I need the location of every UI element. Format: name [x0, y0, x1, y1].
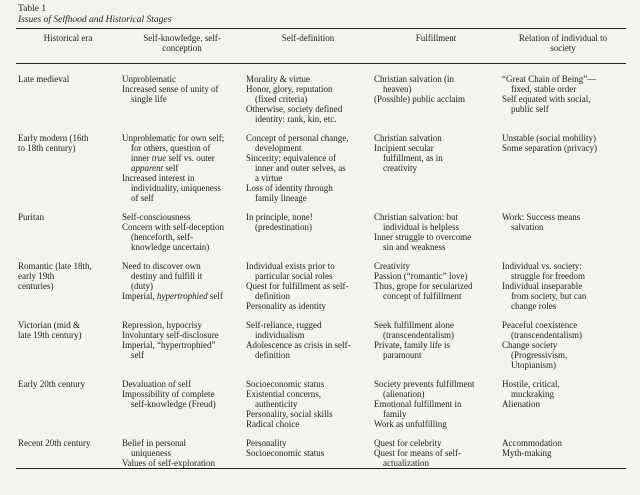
cell-line: Morality & virtue — [246, 74, 310, 84]
cell-line: Need to discover own — [122, 261, 201, 271]
cell-line: family — [383, 409, 407, 419]
cell-line: Unproblematic — [122, 74, 176, 84]
cell-line: Creativity — [374, 261, 410, 271]
cell-fulfillment — [372, 65, 500, 124]
cell-line: Myth-making — [502, 448, 552, 458]
cell-line: destiny and fulfill it — [131, 271, 203, 281]
header-line: Relation of individual to — [518, 33, 608, 43]
table-row — [16, 252, 626, 311]
cell-line: apparent self — [131, 163, 179, 173]
cell-era — [16, 252, 120, 311]
table-number: Table 1 — [18, 4, 47, 14]
cell-relation — [500, 429, 626, 468]
cell-line: Individual inseparable — [502, 281, 583, 291]
cell-self-definition — [244, 203, 372, 252]
cell-line: early 19th — [18, 271, 55, 281]
col-header-relation — [500, 30, 626, 65]
cell-line: Unstable (social mobility) — [502, 133, 596, 143]
table-title: Issues of Selfhood and Historical Stages — [18, 15, 172, 25]
cell-line: Self equated with social, — [502, 94, 591, 104]
cell-line: Impossibility of complete — [122, 389, 215, 399]
cell-era — [16, 65, 120, 124]
cell-line: salvation — [511, 222, 544, 232]
cell-fulfillment — [372, 311, 500, 370]
cell-line: Christian salvation (in — [374, 74, 454, 84]
cell-line: heaven) — [383, 84, 412, 94]
cell-self-definition — [244, 252, 372, 311]
cell-line: late 19th century) — [18, 330, 82, 340]
cell-line: knowledge uncertain) — [131, 242, 210, 252]
cell-relation — [500, 311, 626, 370]
cell-line: (transcendentalism) — [383, 330, 454, 340]
cell-era — [16, 124, 120, 203]
cell-line: individuality, uniqueness — [131, 183, 221, 193]
table-row — [16, 124, 626, 203]
cell-line: Individual vs. society: — [502, 261, 582, 271]
cell-line: to 18th century) — [18, 143, 76, 153]
col-header-self-knowledge — [120, 30, 244, 65]
cell-line: Accommodation — [502, 438, 562, 448]
cell-line: uniqueness — [131, 448, 171, 458]
cell-line: Quest for fulfillment as self- — [246, 281, 349, 291]
cell-line: Unproblematic for own self; — [122, 133, 225, 143]
cell-relation — [500, 203, 626, 252]
cell-line: concept of fulfillment — [383, 291, 462, 301]
cell-line: Increased sense of unity of — [122, 84, 219, 94]
cell-line: Devaluation of self — [122, 379, 191, 389]
cell-relation — [500, 65, 626, 124]
cell-line: (alienation) — [383, 389, 425, 399]
top-rule — [16, 28, 626, 29]
cell-self-knowledge — [120, 370, 244, 429]
cell-line: particular social roles — [255, 271, 333, 281]
cell-line: Late medieval — [18, 74, 70, 84]
cell-line: Otherwise, society defined — [246, 104, 343, 114]
cell-line: (Possible) public acclaim — [374, 94, 465, 104]
cell-line: Quest for means of self- — [374, 448, 461, 458]
cell-line: for others, question of — [131, 143, 211, 153]
cell-line: Early 20th century — [18, 379, 85, 389]
cell-line: actualization — [383, 458, 429, 468]
cell-line: public self — [511, 104, 549, 114]
header-line: Self-knowledge, self- — [143, 33, 221, 43]
cell-line: Some separation (privacy) — [502, 143, 597, 153]
cell-line: Imperial, “hypertrophied” — [122, 340, 216, 350]
cell-line: Quest for celebrity — [374, 438, 442, 448]
selfhood-table — [16, 30, 626, 468]
header-line: Fulfillment — [415, 33, 457, 43]
cell-self-knowledge — [120, 65, 244, 124]
cell-line: Repression, hypocrisy — [122, 320, 202, 330]
cell-line: muckraking — [511, 389, 554, 399]
cell-relation — [500, 252, 626, 311]
cell-line: Alienation — [502, 399, 540, 409]
cell-line: Change society — [502, 340, 558, 350]
cell-self-knowledge — [120, 311, 244, 370]
cell-line: (henceforth, self- — [131, 232, 193, 242]
cell-line: change roles — [511, 301, 557, 311]
cell-line: Hostile, critical, — [502, 379, 560, 389]
cell-line: Utopianism) — [511, 360, 556, 370]
cell-line: Values of self-exploration — [122, 458, 215, 468]
cell-fulfillment — [372, 370, 500, 429]
cell-line: Socioeconomic status — [246, 379, 325, 389]
cell-line: Self-reliance, rugged — [246, 320, 322, 330]
cell-relation — [500, 124, 626, 203]
cell-self-knowledge — [120, 252, 244, 311]
cell-line: (duty) — [131, 281, 153, 291]
cell-line: Honor, glory, reputation — [246, 84, 333, 94]
cell-line: fulfillment, as in — [383, 153, 443, 163]
cell-line: In principle, none! — [246, 212, 313, 222]
cell-line: Personality, social skills — [246, 409, 333, 419]
cell-line: Involuntary self-disclosure — [122, 330, 219, 340]
cell-line: Early modern (16th — [18, 133, 89, 143]
cell-line: definition — [255, 350, 290, 360]
cell-line: Work: Success means — [502, 212, 581, 222]
cell-relation — [500, 370, 626, 429]
cell-line: Personality — [246, 438, 287, 448]
header-line: society — [550, 43, 576, 53]
cell-line: Work as unfulfilling — [374, 419, 447, 429]
cell-line: Sincerity; equivalence of — [246, 153, 336, 163]
cell-era — [16, 311, 120, 370]
cell-line: sin and weakness — [383, 242, 446, 252]
cell-line: Seek fulfillment alone — [374, 320, 454, 330]
cell-line: Individual exists prior to — [246, 261, 335, 271]
cell-line: Increased interest in — [122, 173, 195, 183]
cell-fulfillment — [372, 124, 500, 203]
cell-self-knowledge — [120, 429, 244, 468]
cell-line: individualism — [255, 330, 305, 340]
col-header-self-definition — [244, 30, 372, 65]
table-row — [16, 65, 626, 124]
cell-self-definition — [244, 124, 372, 203]
table-row — [16, 429, 626, 468]
cell-line: creativity — [383, 163, 417, 173]
cell-line: Radical choice — [246, 419, 300, 429]
cell-line: Private, family life is — [374, 340, 450, 350]
cell-line: authenticity — [255, 399, 298, 409]
col-header-fulfillment — [372, 30, 500, 65]
cell-line: Inner struggle to overcome — [374, 232, 472, 242]
cell-fulfillment — [372, 203, 500, 252]
cell-line: Socioeconomic status — [246, 448, 325, 458]
header-row — [16, 30, 626, 65]
table-caption — [18, 4, 171, 26]
cell-era — [16, 429, 120, 468]
cell-line: Recent 20th century — [18, 438, 91, 448]
cell-line: Imperial, hypertrophied self — [122, 291, 223, 301]
bottom-rule — [16, 468, 626, 469]
cell-line: development — [255, 143, 302, 153]
cell-line: inner true self vs. outer — [131, 153, 215, 163]
cell-line: paramount — [383, 350, 422, 360]
cell-line: Concern with self-deception — [122, 222, 224, 232]
table-row — [16, 370, 626, 429]
cell-line: Christian salvation: but — [374, 212, 458, 222]
cell-line: Adolescence as crisis in self- — [246, 340, 351, 350]
cell-self-definition — [244, 65, 372, 124]
cell-line: Thus, grope for secularized — [374, 281, 473, 291]
table-body — [16, 65, 626, 468]
cell-self-definition — [244, 370, 372, 429]
cell-era — [16, 203, 120, 252]
cell-line: a virtue — [255, 173, 283, 183]
cell-self-knowledge — [120, 124, 244, 203]
cell-fulfillment — [372, 429, 500, 468]
cell-line: (predestination) — [255, 222, 312, 232]
cell-line: inner and outer selves, as — [255, 163, 346, 173]
cell-line: Concept of personal change, — [246, 133, 349, 143]
cell-line: centuries) — [18, 281, 54, 291]
cell-line: “Great Chain of Being”— — [502, 74, 597, 84]
cell-line: Loss of identity through — [246, 183, 333, 193]
header-line: conception — [162, 43, 202, 53]
cell-line: self-knowledge (Freud) — [131, 399, 216, 409]
cell-line: Christian salvation — [374, 133, 442, 143]
table-row — [16, 311, 626, 370]
cell-line: Society prevents fulfillment — [374, 379, 475, 389]
cell-era — [16, 370, 120, 429]
cell-line: Incipient secular — [374, 143, 434, 153]
cell-line: Romantic (late 18th, — [18, 261, 92, 271]
header-line: Historical era — [43, 33, 93, 43]
header-line: Self-definition — [281, 33, 335, 43]
cell-line: Belief in personal — [122, 438, 186, 448]
cell-line: Passion (“romantic” love) — [374, 271, 468, 281]
cell-line: Existential concerns, — [246, 389, 321, 399]
cell-line: Personality as identity — [246, 301, 326, 311]
cell-line: single life — [131, 94, 167, 104]
cell-line: (Progressivism, — [511, 350, 568, 360]
col-header-era — [16, 30, 120, 65]
cell-line: of self — [131, 193, 154, 203]
cell-self-definition — [244, 311, 372, 370]
cell-line: individual is helpless — [383, 222, 459, 232]
cell-line: fixed, stable order — [511, 84, 577, 94]
cell-self-knowledge — [120, 203, 244, 252]
cell-line: struggle for freedom — [511, 271, 585, 281]
cell-self-definition — [244, 429, 372, 468]
cell-line: from society, but can — [511, 291, 587, 301]
cell-line: family lineage — [255, 193, 307, 203]
cell-line: Self-consciousness — [122, 212, 191, 222]
cell-line: definition — [255, 291, 290, 301]
cell-line: (transcendentalism) — [511, 330, 582, 340]
cell-line: Puritan — [18, 212, 44, 222]
table-row — [16, 203, 626, 252]
cell-line: (fixed criteria) — [255, 94, 308, 104]
cell-line: Victorian (mid & — [18, 320, 80, 330]
cell-fulfillment — [372, 252, 500, 311]
cell-line: Peaceful coexistence — [502, 320, 578, 330]
cell-line: self — [131, 350, 144, 360]
cell-line: Emotional fulfillment in — [374, 399, 462, 409]
cell-line: identity: rank, kin, etc. — [255, 114, 337, 124]
